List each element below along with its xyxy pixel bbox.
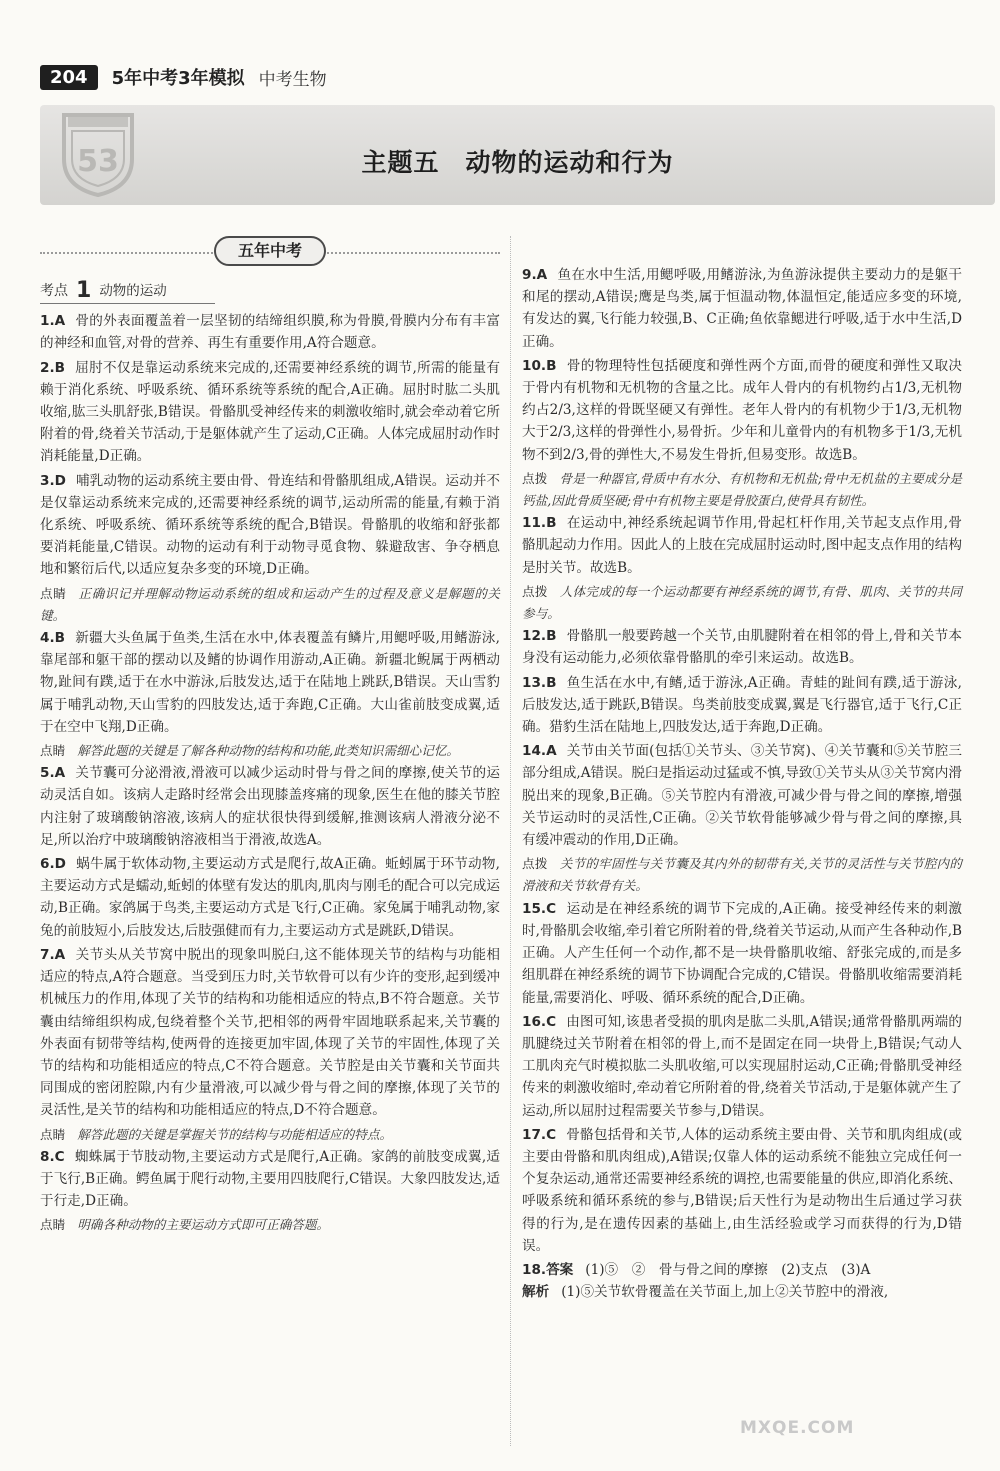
answer-label: 18.答案 [522,1261,574,1278]
page-number: 204 [40,65,98,90]
answer-text: 骨的物理特性包括硬度和弹性两个方面,而骨的硬度和弹性又取决于骨内有机物和无机物的含量之比。成年人骨内的有机物约占1/3,无机物约占2/3,这样的骨既坚硬又有弹性。老年人骨内的有机物少于1/3,无机物大于2/3,这样的骨弹性小,易骨折。少年和儿童骨内的有机物多于1/3,无机物不到2/3,骨的弹性大,不易发生骨折,但易变形。故选B。 [522,357,962,463]
tip-note [40,583,500,627]
tip-text: 解答此题的关键是掌握关节的结构与功能相适应的特点。 [77,1126,393,1142]
answer-text: 骨骼包括骨和关节,人体的运动系统主要由骨、关节和肌肉组成(或主要由骨骼和肌肉组成),A错误;仅靠人体的运动系统不能独立完成任何一个复杂运动,通常还需要神经系统的调控,也需要能量的供应,即消化系统、呼吸系统和循环系统的参与,B错误;后天性行为是动物出生后通过学习获得的行为,是在遗传因素的基础上,由生活经验或学习而获得的行为,D错误。 [522,1126,962,1254]
answer-number: 11.B [522,515,557,532]
answer-item [40,470,500,581]
tip-text: 关节的牢固性与关节囊及其内外的韧带有关,关节的灵活性与关节腔内的滑液和关节软骨有关。 [522,856,962,894]
tip-text: 正确识记并理解动物运动系统的组成和运动产生的过程及意义是解题的关键。 [40,585,501,623]
kaodian-prefix: 考点 [40,283,68,299]
right-answer-list [522,264,962,1303]
answer-number: 12.B [522,628,557,645]
answer-number: 14.A [522,743,557,760]
answer-number: 1.A [40,313,66,330]
tip-label: 点睛 [40,1126,66,1142]
kaodian-heading [40,280,215,304]
answer-item [522,512,962,579]
answer-text: 蜘蛛属于节肢动物,主要运动方式是爬行,A正确。家鸽的前肢变成翼,适于飞行,B正确。鳄鱼属于爬行动物,主要用四肢爬行,C错误。大象四肢发达,适于行走,D正确。 [40,1148,500,1210]
answer-text: (1)⑤ ② 骨与骨之间的摩擦 (2)支点 (3)A [585,1261,871,1278]
answer-text: 哺乳动物的运动系统主要由骨、骨连结和骨骼肌组成,A错误。运动并不是仅靠运动系统来完成的,还需要神经系统的调节,运动所需的能量,有赖于消化系统、呼吸系统、循环系统等系统的配合,B错误。骨骼肌的收缩和舒张都要消耗能量,C错误。动物的运动有利于动物寻觅食物、躲避敌害、争夺栖息地和繁衍后代,以适应复杂多变的环境,D正确。 [40,472,500,578]
answer-text: 运动是在神经系统的调节下完成的,A正确。接受神经传来的刺激时,骨骼肌会收缩,牵引着它所附着的骨,绕着关节运动,从而产生各种动作,B正确。人产生任何一个动作,都不是一块骨骼肌收缩、舒张完成的,而是多组肌群在神经系统的调节下协调配合完成的,C错误。骨骼肌收缩需要消耗能量,需要消化、呼吸、循环系统的配合,D正确。 [522,900,962,1006]
answer-block [522,1281,962,1303]
answer-item [40,310,500,354]
answer-text: 新疆大头鱼属于鱼类,生活在水中,体表覆盖有鳞片,用鳃呼吸,用鳍游泳,靠尾部和躯干部的摆动以及鳍的协调作用游动,A正确。新疆北鲵属于两栖动物,趾间有蹼,适于在水中游泳,后肢发达,适于在陆地上跳跃,B错误。天山雪豹属于哺乳动物,天山雪豹的四肢发达,适于奔跑,C正确。大山雀前肢变成翼,适于在空中飞翔,D正确。 [40,630,500,735]
answer-number: 16.C [522,1013,557,1030]
topic-banner [40,105,995,205]
tip-note [522,853,962,897]
answer-text: 由图可知,该患者受损的肌肉是肱二头肌,A错误;通常骨骼肌两端的肌腱绕过关节附着在相邻的骨上,而不是固定在同一块骨上,B错误;气动人工肌肉充气时模拟肱二头肌收缩,可以实现屈肘运动,C正确;骨骼肌受神经传来的刺激收缩时,牵动着它所附着的骨,绕着关节活动,于是躯体就产生了运动,所以屈肘过程需要关节参与,D错误。 [522,1013,962,1119]
answer-item [40,762,500,851]
answer-number: 6.D [40,856,66,873]
tip-label: 点睛 [40,1217,66,1233]
answer-text: 关节囊可分泌滑液,滑液可以减少运动时骨与骨之间的摩擦,使关节的运动灵活自如。该病人走路时经常会出现膝盖疼痛的现象,医生在他的膝关节腔内注射了玻璃酸钠溶液,该病人的症状很快得到缓解,推测该病人滑液分泌不足,所以治疗中玻璃酸钠溶液相当于滑液,故选A。 [40,765,500,848]
tip-note [40,740,500,762]
tip-text: 人体完成的每一个运动都要有神经系统的调节,有骨、肌肉、关节的共同参与。 [522,583,962,622]
answer-item [522,355,962,466]
answer-label: 解析 [522,1284,550,1301]
section-header [40,236,500,270]
subject-label: 中考生物 [258,69,327,90]
answer-item [40,944,500,1122]
answer-item [522,898,962,1009]
tip-text: 解答此题的关键是了解各种动物的结构和功能,此类知识需细心记忆。 [77,743,460,759]
answer-text: 骨的外表面覆盖着一层坚韧的结缔组织膜,称为骨膜,骨膜内分布有丰富的神经和血管,对骨的营养、再生有重要作用,A符合题意。 [40,313,500,352]
answer-number: 3.D [40,472,66,489]
answer-number: 13.B [522,674,557,691]
answer-text: 在运动中,神经系统起调节作用,骨起杠杆作用,关节起支点作用,骨骼肌起动力作用。因此人的上肢在完成屈肘运动时,图中起支点作用的结构是肘关节。故选B。 [522,515,962,576]
answer-text: 蜗牛属于软体动物,主要运动方式是爬行,故A正确。蚯蚓属于环节动物,主要运动方式是蠕动,蚯蚓的体壁有发达的肌肉,肌肉与刚毛的配合可以完成运动,B正确。家鸽属于鸟类,主要运动方式是飞行,C正确。家兔属于哺乳动物,家兔的前肢短小,后肢发达,后肢强健而有力,主要运动方式是跳跃,D错误。 [40,856,500,939]
tip-label: 点拨 [522,856,548,872]
answer-item [40,853,500,942]
answer-text: (1)⑤关节软骨覆盖在关节面上,加上②关节腔中的滑液, [561,1284,889,1301]
answer-item [40,357,500,468]
tip-text: 骨是一种器官,骨质中有水分、有机物和无机盐;骨中无机盐的主要成分是钙盐,因此骨质坚硬;骨中有机物主要是骨胶蛋白,使骨具有韧性。 [522,470,963,509]
answer-item [522,1011,962,1122]
answer-text: 关节头从关节窝中脱出的现象叫脱臼,这不能体现关节的结构与功能相适应的特点,A符合题意。当受到压力时,关节软骨可以有少许的变形,起到缓冲机械压力的作用,体现了关节的结构和功能相适应的特点,B不符合题意。关节囊由结缔组织构成,包绕着整个关节,把相邻的两骨牢固地联系起来,关节囊的外表面有韧带等结构,使两骨的连接更加牢固,体现了关节的牢固性,体现了关节的结构和功能相适应的特点,C不符合题意。关节腔是由关节囊和关节面共同围成的密闭腔隙,内有少量滑液,可以减少骨与骨之间的摩擦,体现了关节的灵活性,是关节的结构和功能相适应的特点,D不符合题意。 [40,946,500,1119]
answer-number: 15.C [522,900,557,917]
tip-label: 点拨 [522,470,548,486]
tip-note [40,1124,500,1146]
answer-number: 7.A [40,946,66,963]
answer-item [40,1146,500,1213]
tip-label: 点睛 [40,585,67,601]
answer-number: 10.B [522,357,557,374]
answer-item [522,625,962,669]
answer-text: 鱼生活在水中,有鳍,适于游泳,A正确。青蛙的趾间有蹼,适于游泳,后肢发达,适于跳跃,B错误。鸟类前肢变成翼,翼是飞行器官,适于飞行,C正确。猎豹生活在陆地上,四肢发达,适于奔跑,D正确。 [522,674,962,736]
page-header [40,64,327,90]
watermark: MXQE.COM [740,1418,855,1438]
answer-item [522,264,962,353]
book-title: 5年中考3年模拟 [111,68,245,89]
answer-item [522,1124,962,1257]
tip-label: 点拨 [522,583,548,599]
answer-text: 关节由关节面(包括①关节头、③关节窝)、④关节囊和⑤关节腔三部分组成,A错误。脱臼是指运动过猛或不慎,导致①关节头从③关节窝内滑脱出来的现象,B正确。⑤关节腔内有滑液,可减少骨与骨之间的摩擦,增强关节运动时的灵活性,C正确。②关节软骨能够减少骨与骨之间的摩擦,具有缓冲震动的作用,D正确。 [522,743,962,849]
tip-note [522,468,962,512]
left-column [40,236,500,1237]
answer-number: 4.B [40,630,65,647]
tip-text: 明确各种动物的主要运动方式即可正确答题。 [77,1217,330,1233]
tip-label: 点睛 [40,743,66,759]
kaodian-number: 1 [76,278,92,304]
answer-item [522,672,962,739]
answer-text: 屈肘不仅是靠运动系统来完成的,还需要神经系统的调节,所需的能量有赖于消化系统、呼吸系统、循环系统等系统的配合,A正确。屈肘时肱二头肌收缩,肱三头肌舒张,B错误。骨骼肌受神经传来的刺激收缩时,就会牵动着它所附着的骨,绕着关节活动,于是躯体就产生了运动,C正确。人体完成屈肘动作时消耗能量,D正确。 [40,359,500,465]
answer-number: 2.B [40,359,65,376]
tip-note [40,1214,500,1236]
tip-note [522,581,962,625]
right-column [522,264,962,1303]
answer-block [522,1259,962,1281]
answer-number: 17.C [522,1126,557,1143]
answer-item [40,627,500,738]
answer-text: 骨骼肌一般要跨越一个关节,由肌腱附着在相邻的骨上,骨和关节本身没有运动能力,必须依靠骨骼肌的牵引来运动。故选B。 [522,628,962,667]
answer-text: 鱼在水中生活,用鳃呼吸,用鳍游泳,为鱼游泳提供主要动力的是躯干和尾的摆动,A错误;鹰是鸟类,属于恒温动物,体温恒定,能适应多变的环境,有发达的翼,飞行能力较强,B、C正确;鱼依靠鳃进行呼吸,适于水中生活,D正确。 [522,267,962,350]
column-divider [510,236,511,1446]
answer-number: 8.C [40,1148,65,1165]
answer-number: 9.A [522,267,548,283]
left-answer-list [40,310,500,1236]
answer-number: 5.A [40,765,66,782]
svg-text:53: 53 [77,144,119,179]
kaodian-title: 动物的运动 [99,283,167,299]
topic-title: 主题五 动物的运动和行为 [361,148,674,177]
answer-item [522,740,962,851]
section-label: 五年中考 [214,236,326,266]
